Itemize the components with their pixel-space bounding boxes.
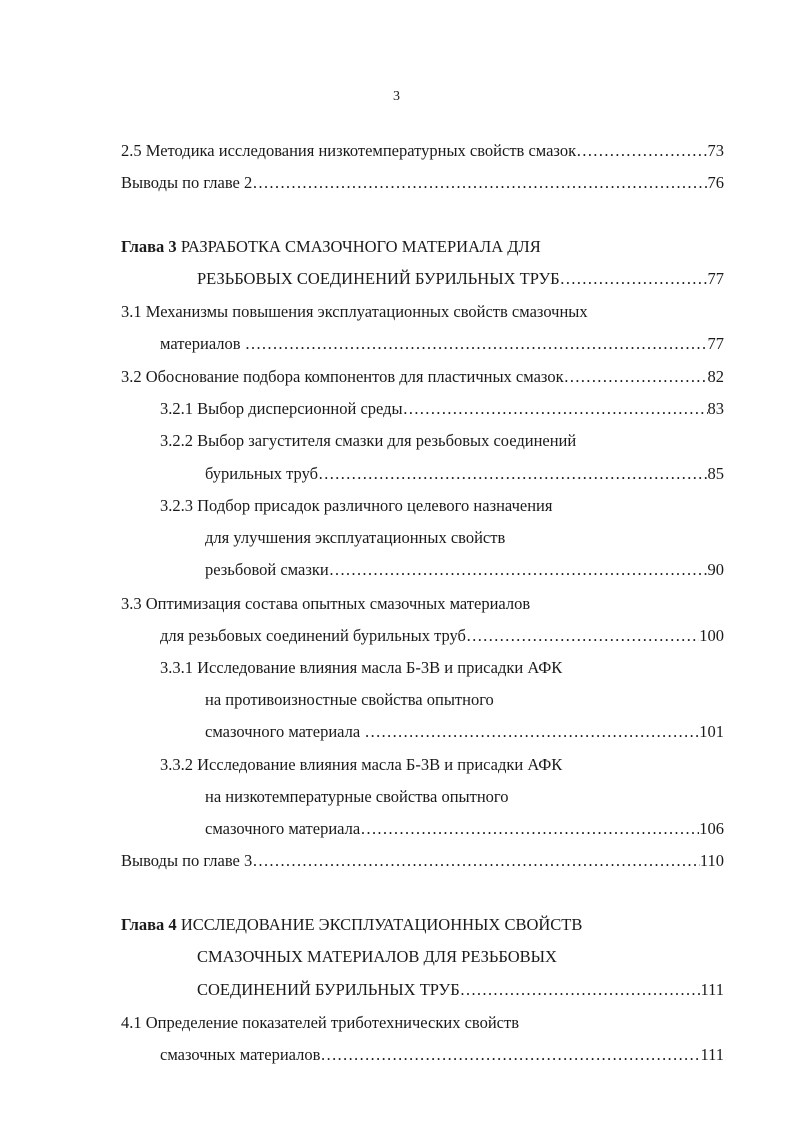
toc-entry-3-3-2 bbox=[160, 754, 562, 776]
toc-page-number: 85 bbox=[707, 464, 724, 483]
toc-entry-3-3-1 bbox=[160, 657, 562, 679]
chapter-label: Глава 4 bbox=[121, 915, 177, 934]
toc-entry-conclusions-ch2 bbox=[121, 172, 724, 194]
toc-page-number: 111 bbox=[700, 1045, 724, 1064]
toc-entry-title: СМАЗОЧНЫХ МАТЕРИАЛОВ ДЛЯ РЕЗЬБОВЫХ bbox=[197, 947, 557, 966]
toc-entry-title: СОЕДИНЕНИЙ БУРИЛЬНЫХ ТРУБ …………………………………………………………………………………………………………………………………………………… bbox=[197, 979, 700, 1001]
toc-page-number: 111 bbox=[700, 980, 724, 999]
toc-entry-title: 3.2 Обоснование подбора компонентов для пластичных смазок …………………………………………………………………………………………………………………………………………………… bbox=[121, 366, 708, 388]
toc-page-number: 83 bbox=[707, 399, 724, 418]
toc-entry-3-3 bbox=[121, 593, 530, 615]
toc-entry-3-2-3 bbox=[160, 495, 552, 517]
toc-entry-title: 3.3.1 Исследование влияния масла Б-3В и присадки АФК bbox=[160, 658, 563, 677]
toc-page-number: 77 bbox=[707, 334, 724, 353]
toc-entry-title: для улучшения эксплуатационных свойств bbox=[205, 528, 506, 547]
toc-entry-3-2-1 bbox=[160, 398, 724, 420]
toc-entry-3-1-cont bbox=[160, 333, 724, 355]
toc-entry-title: 3.2.2 Выбор загустителя смазки для резьбовых соединений bbox=[160, 431, 577, 450]
toc-chapter-4-title-cont2 bbox=[197, 979, 724, 1001]
toc-entry-3-2 bbox=[121, 366, 724, 388]
chapter-label: Глава 3 bbox=[121, 237, 177, 256]
toc-entry-title: 3.3.2 Исследование влияния масла Б-3В и присадки АФК bbox=[160, 755, 563, 774]
toc-entry-title: 2.5 Методика исследования низкотемпературных свойств смазок …………………………………………………………………………………………………………………………………………………… bbox=[121, 140, 708, 162]
toc-entry-3-1 bbox=[121, 301, 588, 323]
toc-entry-title: 3.3 Оптимизация состава опытных смазочных материалов bbox=[121, 594, 531, 613]
toc-entry-title: на низкотемпературные свойства опытного bbox=[205, 787, 509, 806]
toc-entry-title: 4.1 Определение показателей триботехнических свойств bbox=[121, 1013, 519, 1032]
toc-entry-4-1-cont bbox=[160, 1044, 724, 1066]
toc-page-number: 76 bbox=[707, 173, 724, 192]
toc-entry-2-5 bbox=[121, 140, 724, 162]
toc-entry-title: материалов …………………………………………………………………………………………………………………………………………………… bbox=[160, 333, 708, 355]
toc-entry-3-3-1-cont2 bbox=[205, 721, 724, 743]
toc-entry-3-2-3-cont bbox=[205, 527, 505, 549]
toc-entry-3-3-2-cont2 bbox=[205, 818, 724, 840]
toc-page-number: 77 bbox=[707, 269, 724, 288]
toc-entry-title: РЕЗЬБОВЫХ СОЕДИНЕНИЙ БУРИЛЬНЫХ ТРУБ …………………………………………………………………………………………………………………………………………………… bbox=[197, 268, 708, 290]
toc-entry-3-3-1-cont bbox=[205, 689, 494, 711]
toc-entry-title: бурильных труб …………………………………………………………………………………………………………………………………………………… bbox=[205, 463, 708, 485]
toc-entry-3-3-2-cont bbox=[205, 786, 509, 808]
toc-chapter-3-title-cont bbox=[197, 268, 724, 290]
toc-entry-3-2-2 bbox=[160, 430, 576, 452]
toc-entry-3-2-3-cont2 bbox=[205, 559, 724, 581]
toc-entry-title: 3.2.1 Выбор дисперсионной среды …………………………………………………………………………………………………………………………………………………… bbox=[160, 398, 708, 420]
toc-page-number: 73 bbox=[707, 141, 724, 160]
toc-page-number: 101 bbox=[699, 722, 724, 741]
toc-entry-title: Выводы по главе 2 …………………………………………………………………………………………………………………………………………………… bbox=[121, 172, 708, 194]
toc-entry-title: смазочного материала …………………………………………………………………………………………………………………………………………………… bbox=[205, 818, 699, 840]
toc-entry-title: смазочного материала …………………………………………………………………………………………………………………………………………………… bbox=[205, 721, 699, 743]
toc-entry-title: на противоизностные свойства опытного bbox=[205, 690, 494, 709]
toc-page-number: 106 bbox=[699, 819, 724, 838]
toc-entry-conclusions-ch3 bbox=[121, 850, 724, 872]
toc-chapter-4-title-cont bbox=[197, 946, 557, 968]
toc-entry-title: резьбовой смазки …………………………………………………………………………………………………………………………………………………… bbox=[205, 559, 708, 581]
toc-entry-title: для резьбовых соединений бурильных труб …………………………………………………………………………………………………………………………………………………… bbox=[160, 625, 699, 647]
toc-page-number: 110 bbox=[699, 851, 724, 870]
toc-entry-title: Выводы по главе 3 …………………………………………………………………………………………………………………………………………………… bbox=[121, 850, 700, 872]
toc-entry-title: 3.2.3 Подбор присадок различного целевого назначения bbox=[160, 496, 553, 515]
chapter-title: РАЗРАБОТКА СМАЗОЧНОГО МАТЕРИАЛА ДЛЯ bbox=[176, 237, 541, 256]
toc-entry-title: смазочных материалов …………………………………………………………………………………………………………………………………………………… bbox=[160, 1044, 700, 1066]
toc-chapter-4-heading bbox=[121, 914, 582, 936]
toc-entry-title: 3.1 Механизмы повышения эксплуатационных свойств смазочных bbox=[121, 302, 588, 321]
toc-entry-4-1 bbox=[121, 1012, 519, 1034]
toc-entry-3-2-2-cont bbox=[205, 463, 724, 485]
chapter-title: ИССЛЕДОВАНИЕ ЭКСПЛУАТАЦИОННЫХ СВОЙСТВ bbox=[176, 915, 583, 934]
toc-page-number: 90 bbox=[707, 560, 724, 579]
toc-entry-3-3-cont bbox=[160, 625, 724, 647]
toc-chapter-3-heading bbox=[121, 236, 541, 258]
toc-page-number: 82 bbox=[707, 367, 724, 386]
toc-page-number: 100 bbox=[699, 626, 724, 645]
page-number: 3 bbox=[393, 89, 400, 104]
